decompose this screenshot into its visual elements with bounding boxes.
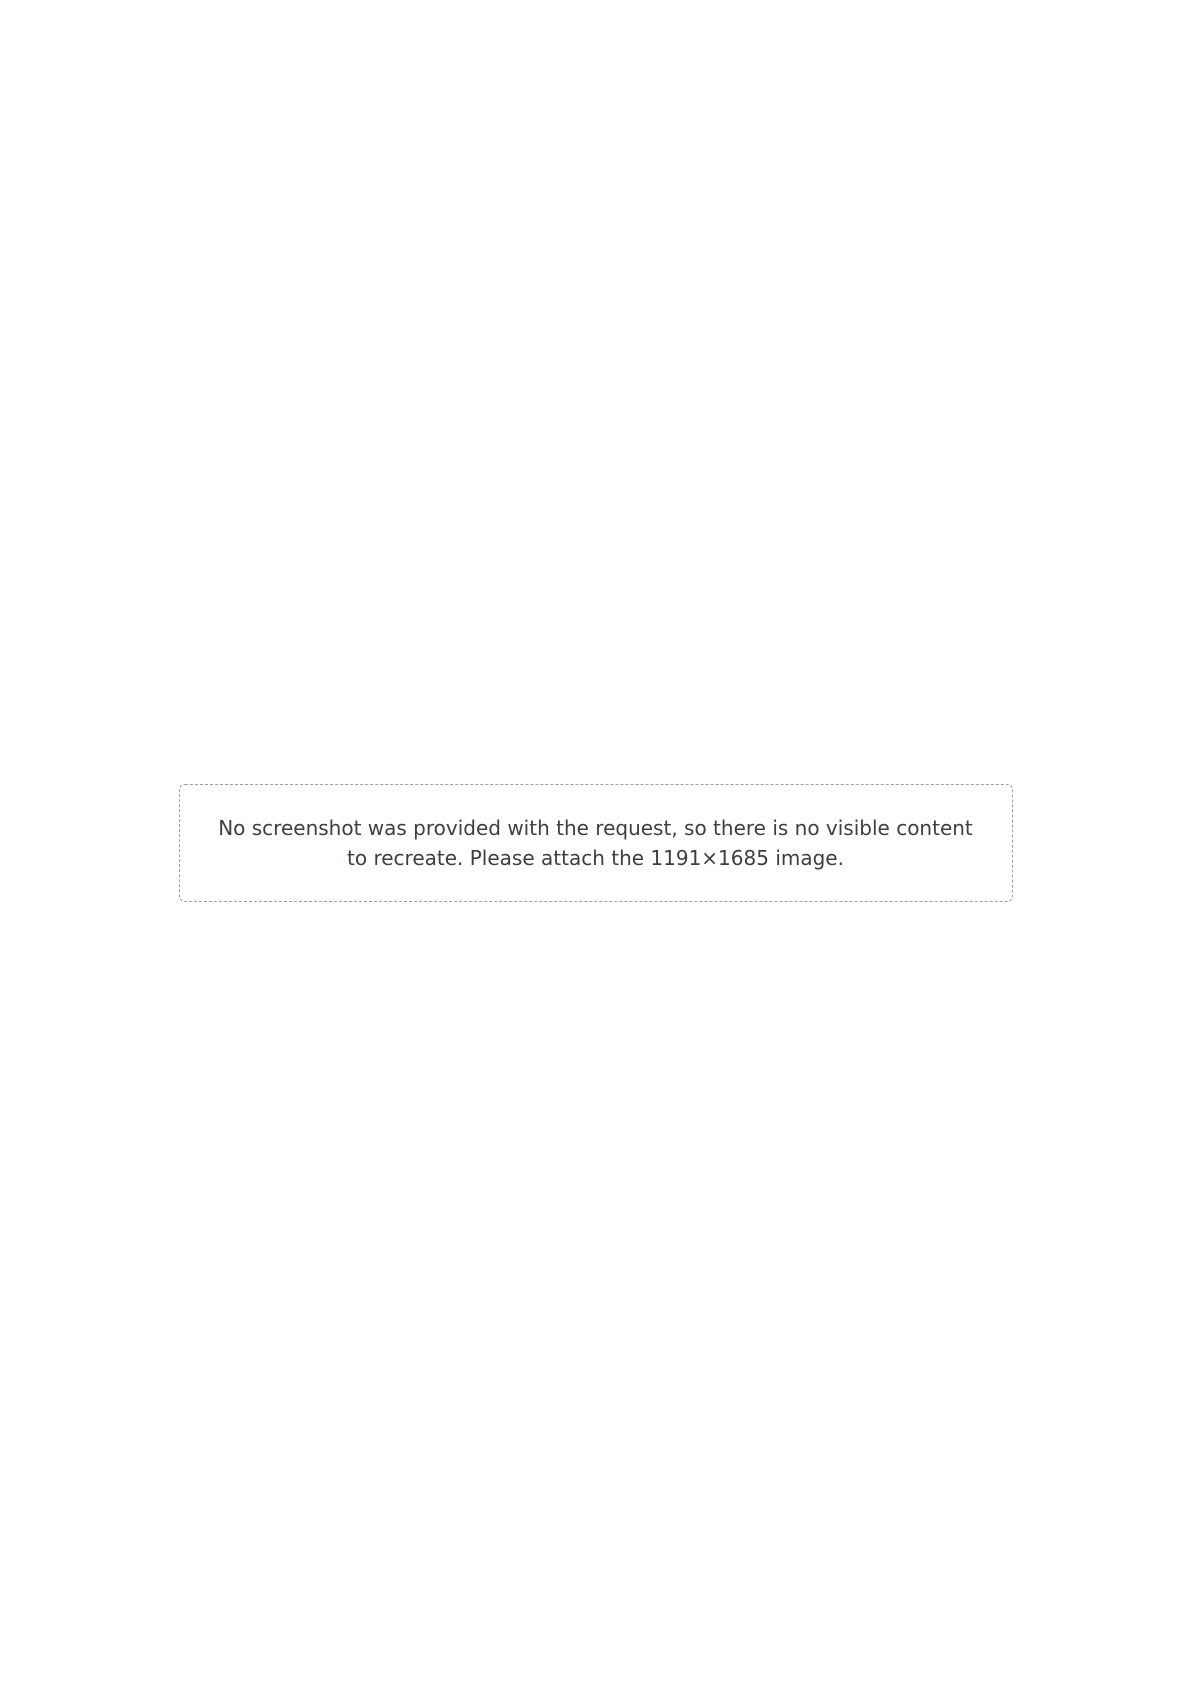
notice-message: No screenshot was provided with the request, so there is no visible content to recreate. Please attach the 1191×1685 image.	[218, 815, 973, 870]
missing-image-notice	[179, 784, 1013, 902]
